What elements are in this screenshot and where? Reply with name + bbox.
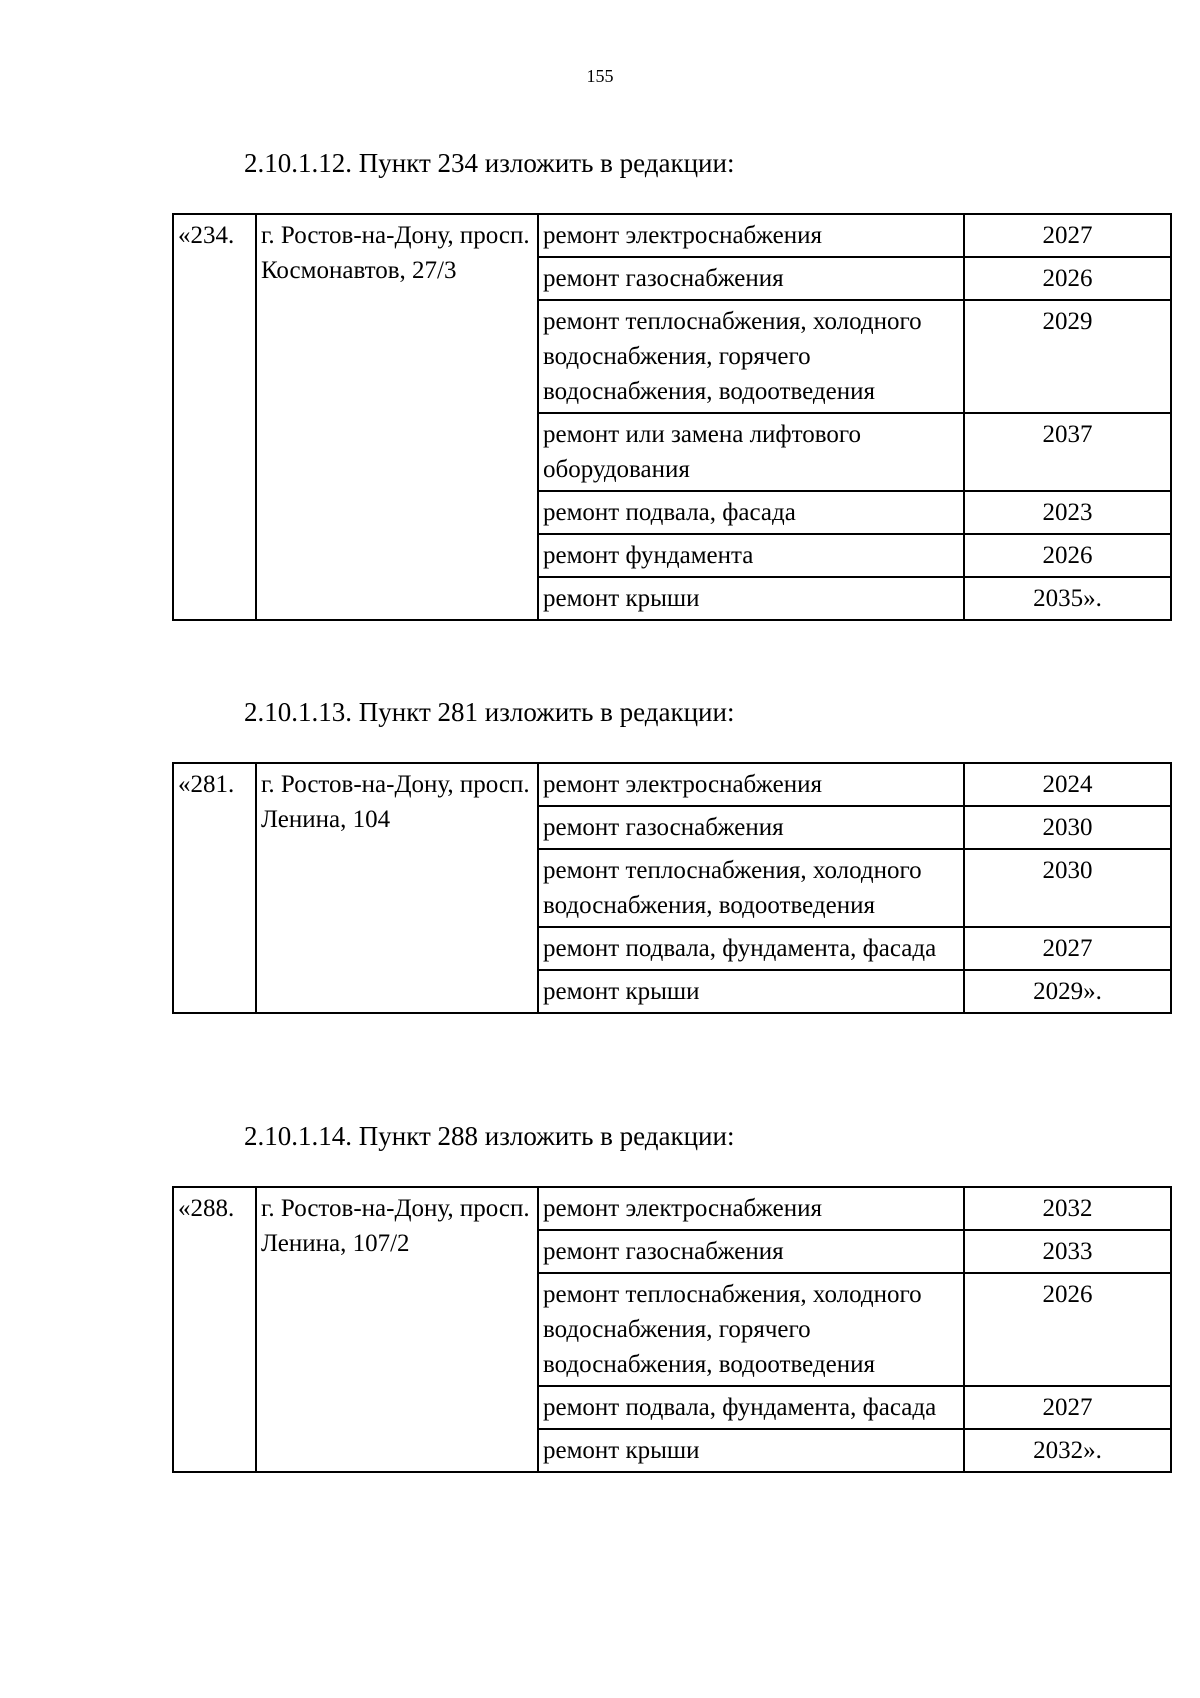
address-cell: г. Ростов-на-Дону, просп. Ленина, 107/2: [256, 1187, 538, 1472]
year-cell: 2030: [964, 849, 1171, 927]
section-heading: 2.10.1.12. Пункт 234 изложить в редакции:: [244, 148, 735, 178]
year-cell: 2033: [964, 1230, 1171, 1273]
year-cell: 2026: [964, 1273, 1171, 1386]
page-number: 155: [586, 66, 614, 86]
repair-schedule-table: [172, 1186, 1172, 1473]
year-cell: 2026: [964, 257, 1171, 300]
work-type-cell: ремонт или замена лифтового оборудования: [538, 413, 964, 491]
address-cell: г. Ростов-на-Дону, просп. Космонавтов, 27/3: [256, 214, 538, 620]
work-type-cell: ремонт крыши: [538, 577, 964, 620]
year-cell: 2023: [964, 491, 1171, 534]
work-type-cell: ремонт подвала, фундамента, фасада: [538, 1386, 964, 1429]
work-type-cell: ремонт электроснабжения: [538, 1187, 964, 1230]
year-cell: 2037: [964, 413, 1171, 491]
work-type-cell: ремонт теплоснабжения, холодного водоснабжения, водоотведения: [538, 849, 964, 927]
year-cell: 2029».: [964, 970, 1171, 1013]
work-type-cell: ремонт газоснабжения: [538, 1230, 964, 1273]
work-type-cell: ремонт крыши: [538, 970, 964, 1013]
work-type-cell: ремонт подвала, фундамента, фасада: [538, 927, 964, 970]
work-type-cell: ремонт подвала, фасада: [538, 491, 964, 534]
year-cell: 2027: [964, 214, 1171, 257]
work-type-cell: ремонт теплоснабжения, холодного водоснабжения, горячего водоснабжения, водоотведения: [538, 300, 964, 413]
year-cell: 2026: [964, 534, 1171, 577]
address-cell: г. Ростов-на-Дону, просп. Ленина, 104: [256, 763, 538, 1013]
section-heading: 2.10.1.14. Пункт 288 изложить в редакции:: [244, 1121, 735, 1151]
table-row: [173, 1187, 1171, 1230]
work-type-cell: ремонт электроснабжения: [538, 214, 964, 257]
item-number: «281.: [173, 763, 256, 1013]
section-heading: 2.10.1.13. Пункт 281 изложить в редакции:: [244, 697, 735, 727]
work-type-cell: ремонт электроснабжения: [538, 763, 964, 806]
year-cell: 2029: [964, 300, 1171, 413]
year-cell: 2035».: [964, 577, 1171, 620]
table-row: [173, 763, 1171, 806]
year-cell: 2032».: [964, 1429, 1171, 1472]
year-cell: 2027: [964, 1386, 1171, 1429]
work-type-cell: ремонт крыши: [538, 1429, 964, 1472]
work-type-cell: ремонт газоснабжения: [538, 257, 964, 300]
work-type-cell: ремонт фундамента: [538, 534, 964, 577]
table-row: [173, 214, 1171, 257]
year-cell: 2024: [964, 763, 1171, 806]
repair-schedule-table: [172, 762, 1172, 1014]
repair-schedule-table: [172, 213, 1172, 621]
item-number: «288.: [173, 1187, 256, 1472]
year-cell: 2030: [964, 806, 1171, 849]
year-cell: 2027: [964, 927, 1171, 970]
year-cell: 2032: [964, 1187, 1171, 1230]
work-type-cell: ремонт теплоснабжения, холодного водоснабжения, горячего водоснабжения, водоотведения: [538, 1273, 964, 1386]
item-number: «234.: [173, 214, 256, 620]
work-type-cell: ремонт газоснабжения: [538, 806, 964, 849]
